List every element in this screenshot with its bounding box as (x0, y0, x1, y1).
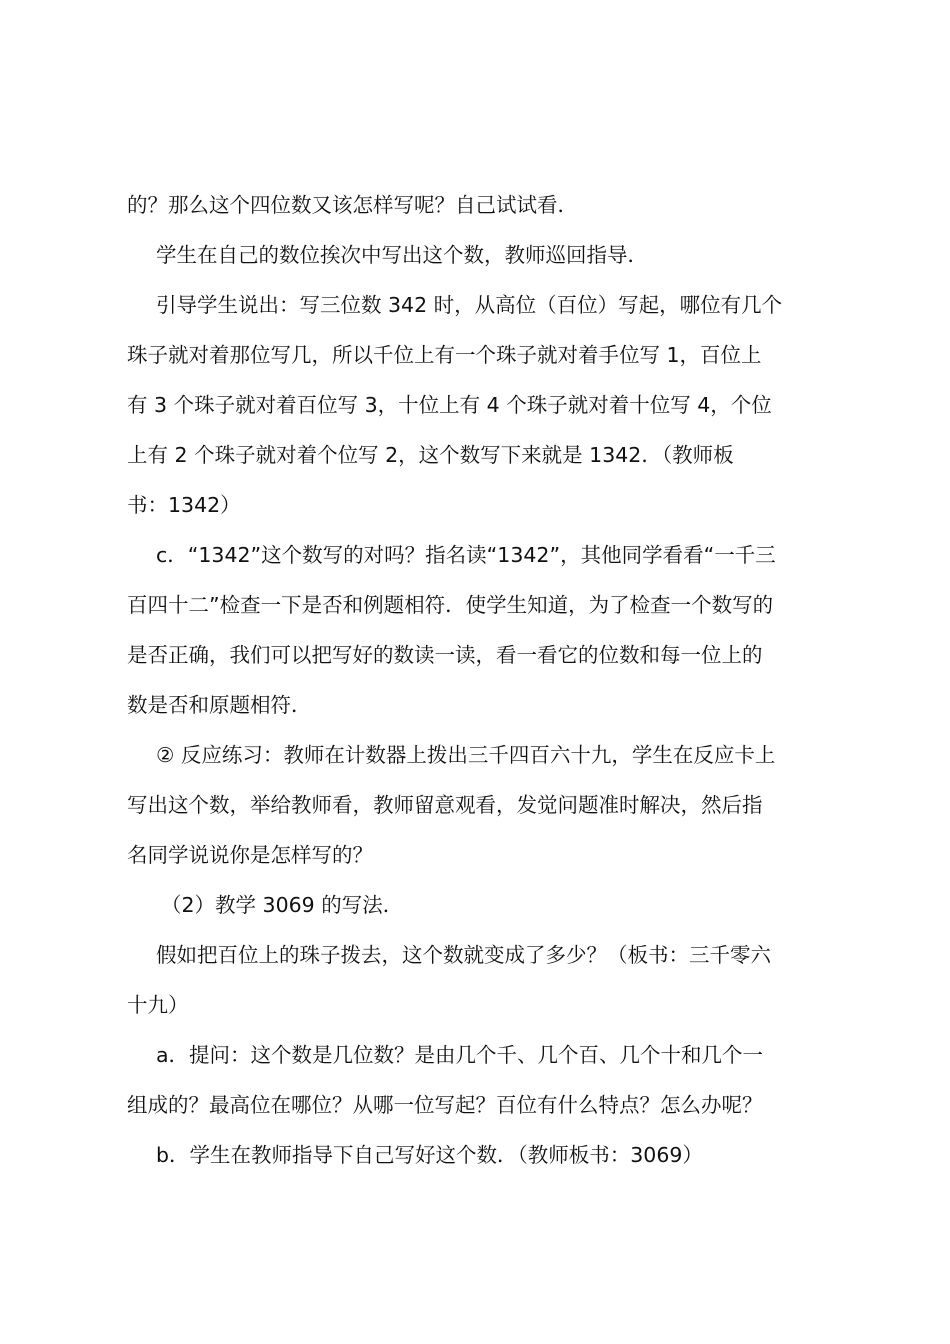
text-line: 写出这个数，举给教师看，教师留意观看，发觉问题准时解决，然后指 (127, 793, 763, 817)
document-body (127, 180, 833, 1180)
section-heading: （2）教学 3069 的写法． (161, 893, 404, 917)
text-line: 名同学说说你是怎样写的？ (127, 843, 373, 867)
text-line: 数是否和原题相符． (127, 693, 312, 717)
text-line: c．“1342”这个数写的对吗？指名读“1342”，其他同学看看“一千三 (156, 543, 776, 567)
text-line: 学生在自己的数位挨次中写出这个数，教师巡回指导． (156, 243, 648, 267)
text-line: b．学生在教师指导下自己写好这个数．（教师板书：3069） (156, 1143, 703, 1167)
text-line: ② 反应练习：教师在计数器上拨出三千四百六十九，学生在反应卡上 (156, 743, 776, 767)
text-line: 的？那么这个四位数又该怎样写呢？自己试试看． (127, 193, 578, 217)
text-line: 假如把百位上的珠子拨去，这个数就变成了多少？（板书：三千零六 (156, 943, 771, 967)
text-line: 上有 2 个珠子就对着个位写 2，这个数写下来就是 1342．（教师板 (127, 443, 734, 467)
text-line: 有 3 个珠子就对着百位写 3，十位上有 4 个珠子就对着十位写 4，个位 (127, 393, 772, 417)
text-line: 是否正确，我们可以把写好的数读一读，看一看它的位数和每一位上的 (127, 643, 763, 667)
text-line: 十九） (127, 993, 189, 1017)
text-line: 百四十二”检查一下是否和例题相符．使学生知道，为了检查一个数写的 (127, 593, 774, 617)
text-line: 书：1342） (127, 493, 241, 517)
text-line: 引导学生说出：写三位数 342 时，从高位（百位）写起，哪位有几个 (156, 293, 783, 317)
text-line: a．提问：这个数是几位数？是由几个千、几个百、几个十和几个一 (156, 1043, 764, 1067)
text-line: 组成的？最高位在哪位？从哪一位写起？百位有什么特点？怎么办呢？ (127, 1093, 763, 1117)
text-line: 珠子就对着那位写几，所以千位上有一个珠子就对着手位写 1，百位上 (127, 343, 762, 367)
